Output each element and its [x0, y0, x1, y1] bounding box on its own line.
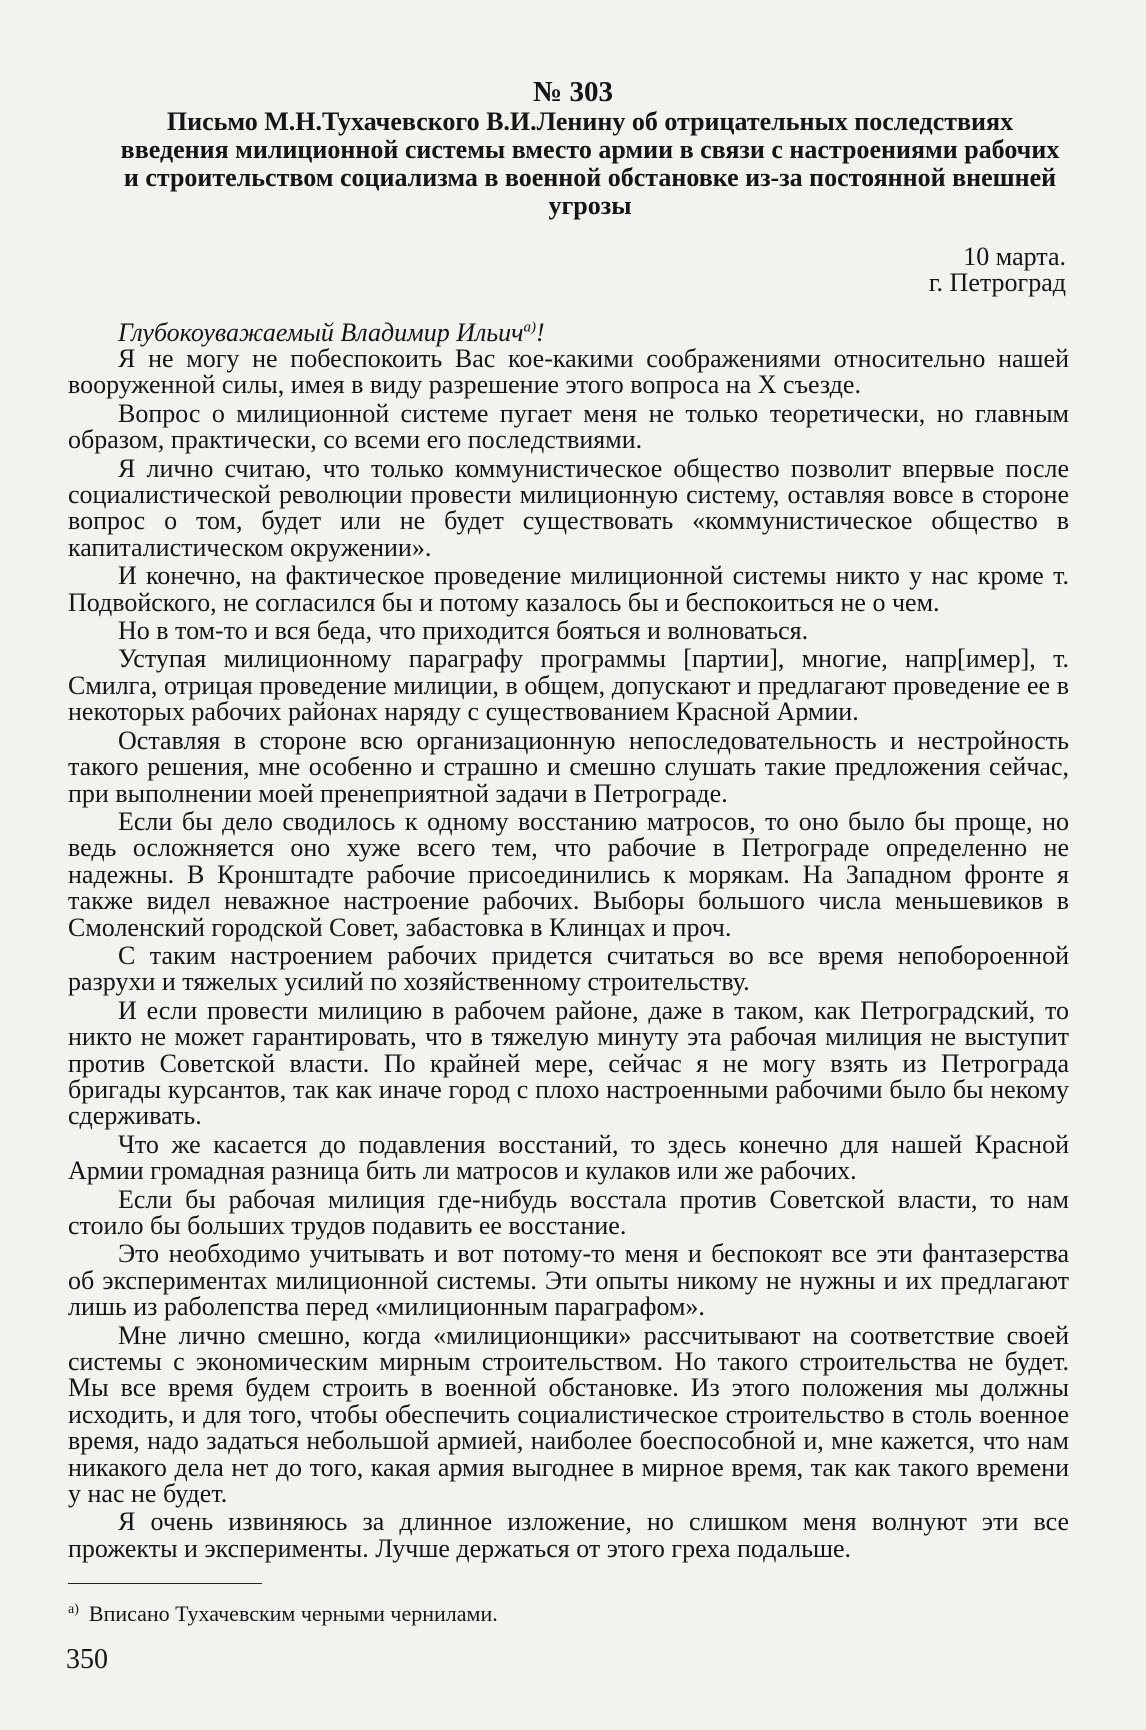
paragraph: Если бы рабочая милиция где-нибудь восстала против Советской власти, то нам стоило бы больших трудов подавить ее восстание. — [68, 1184, 1069, 1240]
footnote-mark: а) — [68, 1601, 79, 1617]
salutation-tail: ! — [536, 318, 545, 347]
paragraph: Я очень извиняюсь за длинное изложение, но слишком меня волнуют эти все прожекты и эксперименты. Лучше держаться от этого греха подальше. — [68, 1507, 1069, 1563]
paragraph: Что же касается до подавления восстаний, то здесь конечно для нашей Красной Армии громадная разница бить ли матросов и кулаков или же рабочих. — [68, 1129, 1069, 1186]
paragraph: Но в том-то и вся беда, что приходится бояться и волноваться. — [118, 616, 809, 646]
paragraph: Уступая милиционному параграфу программы [партии], многие, напр[имер], т. Смилга, отрицая проведение милиции, в общем, допускают и предлагают проведение ее в некоторых рабочих районах наряду с существованием Красной Армии. — [68, 644, 1069, 727]
paragraph: Это необходимо учитывать и вот потому-то меня и беспокоят все эти фантазерства об экспериментах милиционной системы. Эти опыты никому не нужны и их предлагают лишь из раболепства перед «милиционным параграфом». — [68, 1239, 1069, 1322]
paragraph: Вопрос о милиционной системе пугает меня не только теоретически, но главным образом, практически, со всеми его последствиями. — [68, 398, 1069, 455]
place: г. Петроград — [928, 268, 1066, 297]
paragraph: Если бы дело сводилось к одному восстанию матросов, то оно было бы проще, но ведь осложняется оно хуже всего тем, что рабочие в Петрограде определенно не надежны. В Кронштадте рабочие присоединились к морякам. На Западном фронте я также видел неважное настроение рабочих. Выборы большого числа меньшевиков в Смоленский городской Совет, забастовка в Клинцах и проч. — [68, 806, 1069, 942]
document-number: № 303 — [533, 76, 613, 108]
paragraph: С таким настроением рабочих придется считаться во все время непобороенной разрухи и тяжелых усилий по хозяйственному строительству. — [68, 940, 1069, 997]
salutation-note-mark: а) — [523, 319, 537, 336]
letter-body — [68, 346, 1069, 1564]
page-number: 350 — [66, 1644, 108, 1675]
paragraph: Я не могу не побеспокоить Вас кое-какими соображениями относительно нашей вооруженной силы, имея в виду разрешение этого вопроса на X съезде. — [68, 344, 1069, 400]
paragraph: Я лично считаю, что только коммунистическое общество позволит впервые после социалистической революции провести милиционную систему, оставляя вовсе в стороне вопрос о том, будет или не будет существовать «коммунистическое общество в капиталистическом окружении». — [68, 453, 1069, 562]
document-title: Письмо М.Н.Тухачевского В.И.Ленину об отрицательных последствиях введения милиционной системы вместо армии в связи с настроениями рабочих и строительством социализма в военной обстановке из-за постоянной внешней угрозы — [120, 107, 1060, 220]
date: 10 марта. — [963, 242, 1066, 271]
paragraph: И конечно, на фактическое проведение милиционной системы никто у нас кроме т. Подвойского, не согласился бы и потому казалось бы и беспокоиться не о чем. — [68, 561, 1069, 617]
footnote-divider — [68, 1583, 262, 1584]
paragraph: И если провести милицию в рабочем районе, даже в таком, как Петроградский, то никто не может гарантировать, что в тяжелую минуту эта рабочая милиция не выступит против Советской власти. По крайней мере, сейчас я не могу взять из Петрограда бригады курсантов, так как иначе город с плохо настроенными рабочими было бы некому сдерживать. — [68, 995, 1069, 1131]
footnote — [68, 1601, 498, 1627]
paragraph: Мне лично смешно, когда «милиционщики» рассчитывают на соответствие своей системы с экономическим мирным строительством. Но такого строительства не будет. Мы все время будем строить в военной обстановке. Из этого положения мы должны исходить, и для того, чтобы обеспечить социалистическое строительство в столь военное время, надо задаться небольшой армией, наиболее боеспособной и, мне кажется, что нам никакого дела нет до того, какая армия выгоднее в мирное время, так как такого времени у нас не будет. — [68, 1320, 1069, 1509]
footnote-text: Вписано Тухачевским черными чернилами. — [88, 1601, 498, 1626]
paragraph: Оставляя в стороне всю организационную непоследовательность и нестройность такого решения, мне особенно и страшно и смешно слушать такие предложения сейчас, при выполнении моей пренеприятной задачи в Петрограде. — [68, 725, 1069, 808]
salutation-text: Глубокоуважаемый Владимир Ильич — [118, 318, 524, 347]
